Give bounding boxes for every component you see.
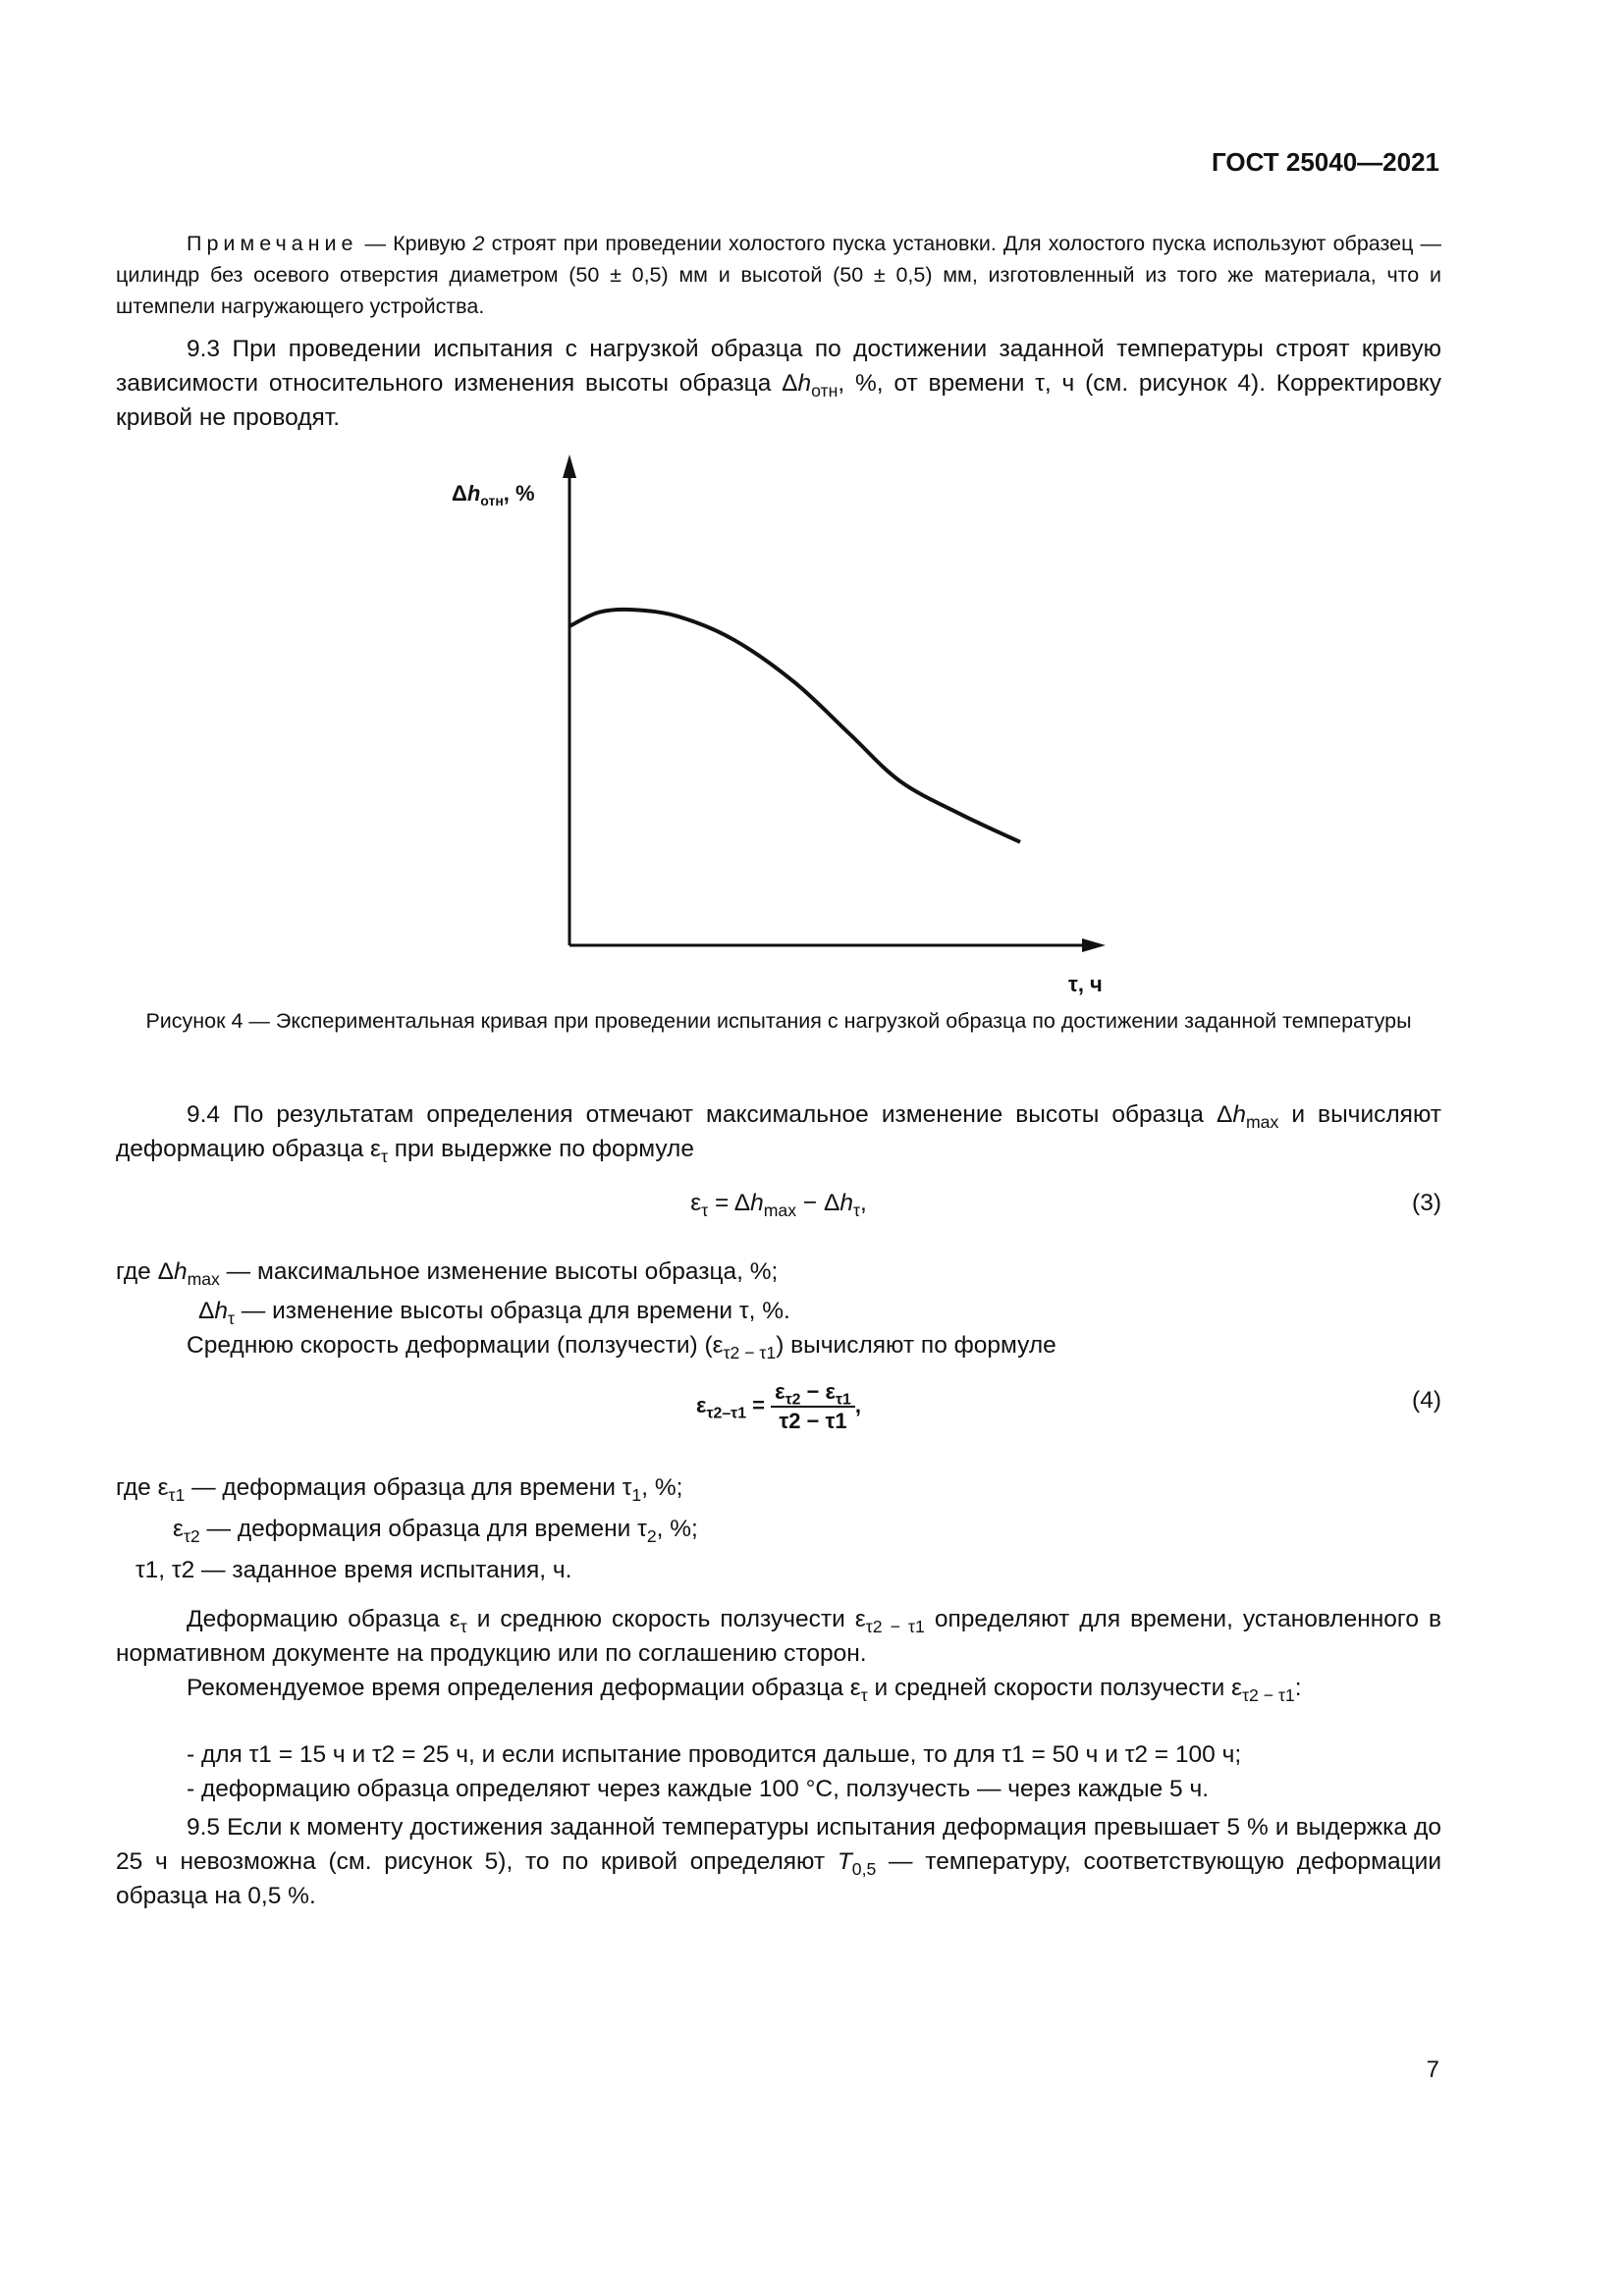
- x-axis-label: τ, ч: [1068, 972, 1103, 996]
- formula-4-fraction: $\frac{\varepsilon_{\tau 2} - \varepsilon_{\tau 1}}{\tau 2 - \tau 1}$: [771, 1379, 855, 1434]
- y-axis-label: $\Delta h_{отн}$, %: [452, 481, 535, 508]
- list-item-1: - для τ1 = 15 ч и τ2 = 25 ч, и если испытание проводится дальше, то для τ1 = 50 ч и τ2 = 100 ч;: [187, 1741, 1242, 1768]
- formula-3: [116, 1190, 1441, 1229]
- paragraph-9-5: 9.5 Если к моменту достижения заданной температуры испытания деформация превышает 5 % и выдержка до 25 ч невозможна (см. рисунок 5), то по кривой определяют $T_{0,5}$ — температуру, соответствующую деформации образца на 0,5 %.: [116, 1814, 1441, 1909]
- figure-4: [432, 447, 1139, 1006]
- formula-3-expression: $\varepsilon_\tau = \Delta h_{max} - \Delta h_\tau$,: [690, 1190, 867, 1221]
- formula-4-number: (4): [1412, 1387, 1441, 1414]
- where2-line-1: где $\varepsilon_{\tau 1}$ — деформация образца для времени $\tau_1$, %;: [116, 1474, 683, 1506]
- where-line-2: $\Delta h_\tau$ — изменение высоты образца для времени τ, %.: [198, 1298, 790, 1329]
- page-number: 7: [1426, 2056, 1439, 2083]
- paragraph-9-3: 9.3 При проведении испытания с нагрузкой образца по достижении заданной температуры строят кривую зависимости относительного изменения высоты образца $\Delta h_{отн}$, %, от времени τ, ч (см. рисунок 4). Корректировку кривой не проводят.: [116, 336, 1441, 431]
- note-paragraph: Примечание — Кривую 2 строят при проведении холостого пуска установки. Для холостого пуска используют образец — цилиндр без осевого отверстия диаметром (50 ± 0,5) мм и высотой (50 ± 0,5) мм, изготовленный из того же материала, что и штемпели нагружающего устройства.: [116, 232, 1441, 318]
- formula-3-number: (3): [1412, 1190, 1441, 1216]
- where2-line-2: $\varepsilon_{\tau 2}$ — деформация образца для времени $\tau_2$, %;: [173, 1516, 698, 1547]
- paragraph-deformation: Деформацию образца $\varepsilon_\tau$ и среднюю скорость ползучести $\varepsilon_{\tau 2 - \tau 1}$ определяют для времени, установленного в нормативном документе на продукцию или по соглашению сторон.: [116, 1606, 1441, 1667]
- where-line-3: Среднюю скорость деформации (ползучести) $(\varepsilon_{\tau 2 - \tau 1})$ вычисляют по формуле: [187, 1332, 1056, 1363]
- paragraph-recommended: Рекомендуемое время определения деформации образца $\varepsilon_\tau$ и средней скорости ползучести $\varepsilon_{\tau 2 - \tau 1}$:: [187, 1675, 1302, 1706]
- figure-4-chart: [432, 447, 1139, 1006]
- note-label: Примечание: [187, 232, 358, 255]
- where-line-1: где $\Delta h_{max}$ — максимальное изменение высоты образца, %;: [116, 1258, 779, 1290]
- doc-code-header: ГОСТ 25040—2021: [1212, 147, 1439, 177]
- list-item-2: - деформацию образца определяют через каждые 100 °С, ползучесть — через каждые 5 ч.: [187, 1776, 1210, 1802]
- y-axis-arrow: [563, 454, 576, 478]
- formula-4-expression: $\varepsilon_{\tau 2-\tau 1}$ = $\frac{\varepsilon_{\tau 2} - \varepsilon_{\tau 1}}{\tau 2 - \tau 1}$ ,: [696, 1379, 861, 1433]
- paragraph-9-4: 9.4 По результатам определения отмечают максимальное изменение высоты образца $\Delta h_{max}$ и вычисляют деформацию образца $\varepsilon_\tau$ при выдержке по формуле: [116, 1101, 1441, 1167]
- x-axis-arrow: [1082, 938, 1106, 952]
- figure-caption: Рисунок 4 — Экспериментальная кривая при проведении испытания с нагрузкой образца по достижении заданной температуры: [145, 1009, 1412, 1033]
- where2-line-3: τ1, τ2 — заданное время испытания, ч.: [135, 1557, 572, 1583]
- series-line: [569, 610, 1020, 842]
- formula-4: [116, 1379, 1441, 1442]
